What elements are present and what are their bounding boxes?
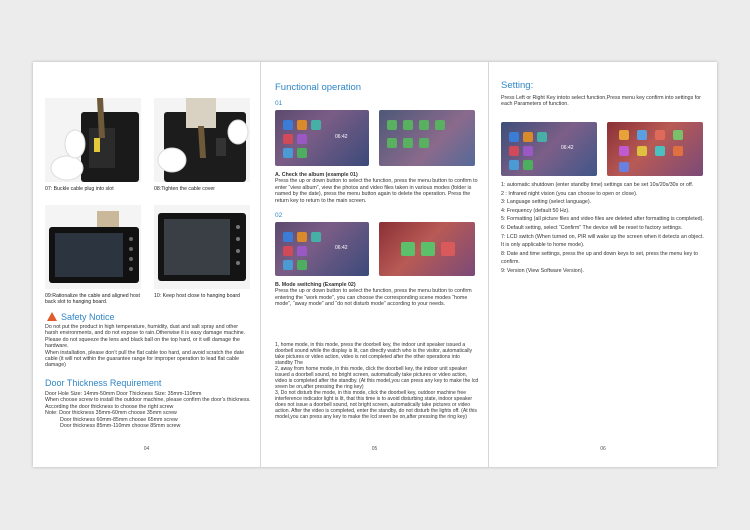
folder-icon [435, 120, 445, 130]
page-number: 04 [143, 446, 150, 452]
setting-tile-icon [509, 146, 519, 156]
night-vision-setting-icon [637, 130, 647, 140]
sound-tile-icon [509, 160, 519, 170]
caption-07: 07: Buckle cable plug into slot [45, 186, 114, 192]
setting-item-8: 8: Date and time settings, press the up and down keys to set, press the menu key to confirm. [501, 250, 698, 266]
video-tile-icon [537, 132, 547, 142]
setting-item-5: 5: Formatting (all picture files and video files are deleted after formatting is completed). [501, 216, 704, 223]
door-thickness-title: Door Thickness Requirement [45, 378, 162, 388]
page-04 [33, 62, 261, 467]
album-screen [379, 110, 475, 166]
lcd-setting-icon [655, 146, 665, 156]
section-b-heading: B. Mode switching (Example 02) [275, 282, 356, 288]
door-line-2: When choose screw to install the outdoor machine, please confirm the door’s thickness. According the door thickness to choose the right screw [45, 397, 251, 410]
language-setting-icon [655, 130, 665, 140]
album-tile-icon [509, 132, 519, 142]
step-number-02: 02 [275, 212, 283, 219]
setting-item-6: 6: Default setting, select “Confirm” The device will be reset to factory settings. [501, 224, 683, 231]
home-mode-icon [401, 242, 415, 256]
main-menu-screen-1 [275, 110, 369, 166]
warning-icon [47, 312, 57, 321]
camera-tile-icon [523, 146, 533, 156]
default-setting-icon [637, 146, 647, 156]
setting-item-9: 9: Version (View Software Version). [501, 267, 584, 274]
section-a-text: Press the up or down button to select the function, press the menu button to confirm to enter “view album”, view the photos and video files taken in various modes (folder is named by the date), press the menu button again to delete the operation. Press the return key to return to the main screen. [275, 178, 478, 204]
door-thickness-text [45, 391, 251, 429]
video-tile-icon [311, 120, 321, 130]
album-tile-icon [283, 120, 293, 130]
setting-intro: Press Left or Right Key intoto select function,Press menu key confirm into settings for each Parameters of function. [501, 95, 701, 108]
step-number-01: 01 [275, 100, 283, 107]
info-tile-icon [297, 148, 307, 158]
photo-cable-cover [154, 98, 250, 182]
safety-line-2: Please do not squeeze the lens and black ball on the top hard, or it will damage the hardware. [45, 336, 240, 350]
sound-tile-icon [283, 148, 293, 158]
away-mode-icon [421, 242, 435, 256]
page-05 [261, 62, 489, 467]
safety-notice-heading: Safety Notice [61, 312, 115, 322]
folder-icon [387, 138, 397, 148]
mode-tile-icon [523, 132, 533, 142]
modes-description: 1, home mode, in this mode, press the doorbell key, the indoor unit speaker issued a doorbell sound while the display is lit, can directly watch who is the visitor, automatically take pictures or video action, video is not completed after the other operations into standby The 2, away from home mode, in this mode, click the doorbell key, the indoor unit speaker issued a doorbell sound, no bright screen, automatically take pictures or video action, video is completed after the standby. (At this model,you can press any key to make the lcd sreen be on,after pressing the ring key) 3, Do not disturb the mode, in this mode, click the doorbell key, outdoor machine free interference indicator light is lit, that this time is to avoid disturbing state, indoor speaker does not issue a doorbell sound, not bright screen, automatically take pictures or video action. After the video is completed, enter the standby, do not disturb the lights off. (At this model,you can press any key to make the lcd sreen be on,after pressing the ring key) [275, 342, 479, 420]
video-tile-icon [311, 232, 321, 242]
mode-tile-icon [297, 232, 307, 242]
date-setting-icon [673, 146, 683, 156]
safety-line-1: Do not put the product in high temperature, humidity, dust and salt spray and other harsh environments, and do not expose to rain.Otherwise it is easy damage machine. [45, 324, 246, 337]
info-tile-icon [297, 260, 307, 270]
setting-item-4: 4: Frequency (default 50 Hz). [501, 207, 570, 214]
camera-tile-icon [297, 246, 307, 256]
safety-line-3: When installation, please don’t pull the flat cable too hard, and avoid scratch the date cable (it will not within the guarantee range for improper operation to lead flat cable damage) [45, 349, 245, 369]
clock-display: 06:42 [335, 245, 348, 251]
setting-item-3: 3: Language setting (select language). [501, 199, 592, 206]
shutdown-setting-icon [619, 130, 629, 140]
setting-item-7: 7: LCD switch (When turned on, PIR will wake up the screen when it detects an object. It is only applicable to home mode). [501, 233, 704, 249]
section-a [275, 172, 479, 204]
do-not-disturb-icon [441, 242, 455, 256]
frequency-setting-icon [673, 130, 683, 140]
clock-display: 06:42 [561, 145, 574, 151]
page-number: 05 [371, 446, 378, 452]
photo-cable-plug [45, 98, 141, 182]
album-tile-icon [283, 232, 293, 242]
section-b [275, 282, 479, 308]
setting-title: Setting: [501, 80, 534, 91]
safety-notice-text [45, 324, 251, 369]
folder-icon [419, 138, 429, 148]
mode-select-screen [379, 222, 475, 276]
caption-10: 10: Keep host close to hanging board [154, 293, 240, 299]
page-number: 06 [600, 446, 606, 452]
door-line-3: Note: Door thickness 35mm-60mm choose 35mm screw [45, 410, 177, 417]
setting-item-1: 1: automatic shutdown (enter standby time) settings can be set 10s/20s/30s or off. [501, 182, 694, 188]
folder-icon [403, 120, 413, 130]
settings-grid-screen [607, 122, 703, 176]
caption-08: 08:Tighten the cable cover [154, 186, 215, 192]
section-b-text: Press the up or down button to select the function, press the menu button to confirm entering the “work mode”, you can choose the corresponding scene modes “home mode”, “away mode” and “do not disturb mode” according to your needs. [275, 288, 472, 308]
safety-notice-title [47, 312, 115, 322]
setting-item-2: 2 : Infrared night vision (you can choose to open or close). [501, 190, 638, 197]
setting-tile-icon [283, 134, 293, 144]
info-tile-icon [523, 160, 533, 170]
door-line-1: Door Hole Size: 14mm-50mm Door Thickness Size: 35mm-110mm [45, 391, 202, 397]
version-setting-icon [619, 162, 629, 172]
format-setting-icon [619, 146, 629, 156]
caption-09: 09:Rationalize the cable and aligned host back slot to hanging board. [45, 293, 140, 305]
photo-host-on-board [154, 205, 250, 289]
functional-operation-title: Functional operation [275, 82, 362, 93]
folder-icon [403, 138, 413, 148]
door-line-4: Door thickness 60mm-85mm choose 65mm screw [60, 416, 178, 423]
clock-display: 06:42 [335, 134, 348, 140]
booklet-spread [33, 62, 717, 467]
sound-tile-icon [283, 260, 293, 270]
setting-tile-icon [283, 246, 293, 256]
door-line-5: Door thickness 85mm-110mm choose 85mm screw [60, 423, 181, 430]
page-06 [489, 62, 717, 467]
photo-align-host [45, 205, 141, 289]
main-menu-screen-2 [275, 222, 369, 276]
setting-items-list [501, 181, 707, 276]
folder-icon [387, 120, 397, 130]
mode-tile-icon [297, 120, 307, 130]
setting-screen [501, 122, 597, 176]
section-a-heading: A. Check the album (example 01) [275, 172, 358, 178]
folder-icon [419, 120, 429, 130]
camera-tile-icon [297, 134, 307, 144]
